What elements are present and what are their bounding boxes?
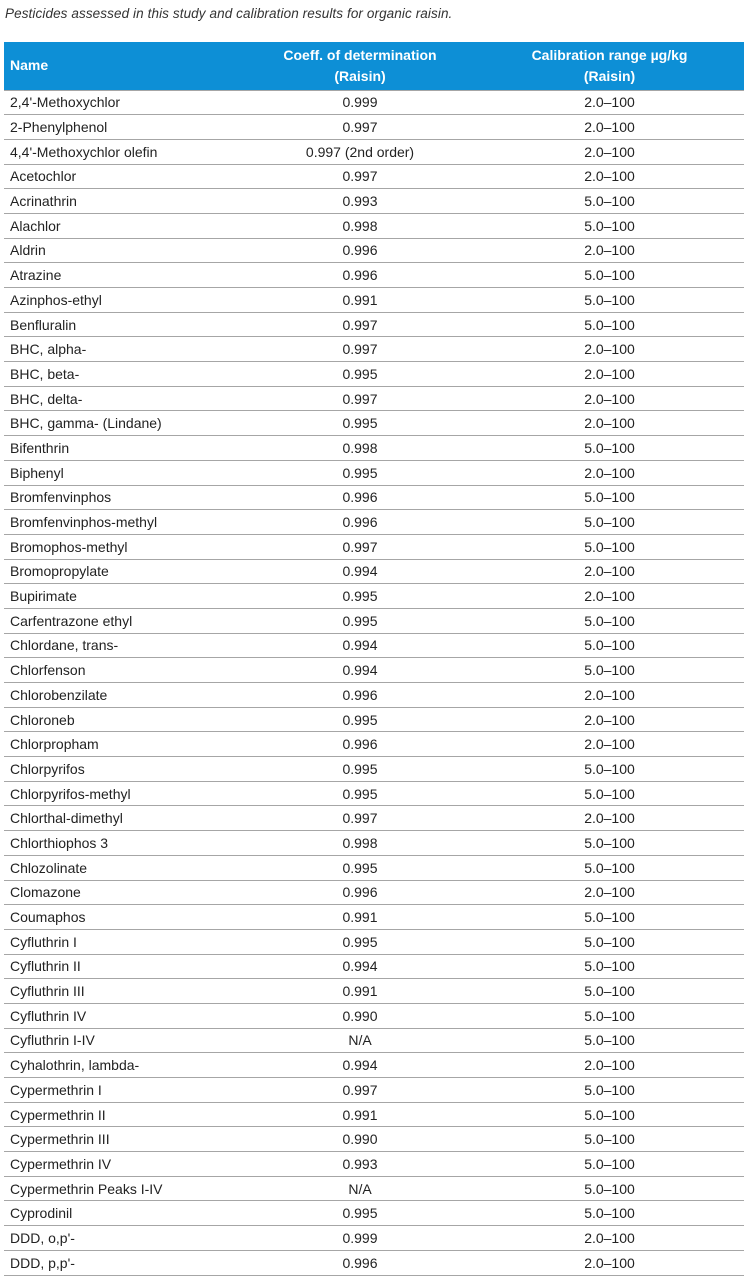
cell-coefficient: 0.996 [245, 732, 475, 757]
cell-coefficient: 0.995 [245, 411, 475, 436]
cell-coefficient: 0.997 [245, 386, 475, 411]
cell-calibration-range: 2.0–100 [475, 559, 744, 584]
cell-coefficient: 0.997 [245, 337, 475, 362]
table-row [4, 1127, 744, 1152]
column-header-range-line2: (Raisin) [583, 67, 636, 84]
table-row [4, 905, 744, 930]
column-header-coefficient-line2: (Raisin) [334, 67, 386, 84]
cell-calibration-range: 2.0–100 [475, 683, 744, 708]
cell-coefficient: 0.998 [245, 436, 475, 461]
cell-calibration-range: 2.0–100 [475, 115, 744, 140]
table-row [4, 411, 744, 436]
cell-coefficient: N/A [245, 1176, 475, 1201]
cell-calibration-range: 5.0–100 [475, 1078, 744, 1103]
cell-calibration-range: 5.0–100 [475, 213, 744, 238]
cell-coefficient: 0.996 [245, 880, 475, 905]
cell-calibration-range: 5.0–100 [475, 929, 744, 954]
cell-coefficient: 0.995 [245, 757, 475, 782]
cell-coefficient: 0.997 [245, 534, 475, 559]
cell-calibration-range: 5.0–100 [475, 1102, 744, 1127]
table-row [4, 954, 744, 979]
cell-calibration-range: 5.0–100 [475, 189, 744, 214]
table-row [4, 164, 744, 189]
header-row [4, 42, 744, 90]
table-row [4, 510, 744, 535]
cell-coefficient: 0.995 [245, 855, 475, 880]
table-row [4, 979, 744, 1004]
cell-coefficient: 0.996 [245, 263, 475, 288]
cell-coefficient: 0.993 [245, 1152, 475, 1177]
table-row [4, 288, 744, 313]
cell-coefficient: 0.990 [245, 1003, 475, 1028]
table-row [4, 633, 744, 658]
cell-calibration-range: 5.0–100 [475, 1127, 744, 1152]
cell-coefficient: 0.995 [245, 362, 475, 387]
cell-calibration-range: 2.0–100 [475, 337, 744, 362]
cell-name: 2-Phenylphenol [4, 115, 245, 140]
cell-calibration-range: 5.0–100 [475, 485, 744, 510]
cell-calibration-range: 5.0–100 [475, 510, 744, 535]
cell-coefficient: 0.991 [245, 979, 475, 1004]
cell-coefficient: 0.994 [245, 658, 475, 683]
table-row [4, 1078, 744, 1103]
table-row [4, 485, 744, 510]
cell-name: Acetochlor [4, 164, 245, 189]
cell-calibration-range: 2.0–100 [475, 806, 744, 831]
cell-name: BHC, gamma- (Lindane) [4, 411, 245, 436]
cell-coefficient: 0.993 [245, 189, 475, 214]
table-row [4, 929, 744, 954]
cell-calibration-range: 2.0–100 [475, 1053, 744, 1078]
cell-coefficient: 0.998 [245, 831, 475, 856]
table-row [4, 559, 744, 584]
table-row [4, 139, 744, 164]
column-header-name [4, 42, 245, 90]
cell-name: Cyhalothrin, lambda- [4, 1053, 245, 1078]
cell-calibration-range: 2.0–100 [475, 362, 744, 387]
cell-coefficient: 0.995 [245, 608, 475, 633]
cell-calibration-range: 5.0–100 [475, 954, 744, 979]
cell-calibration-range: 2.0–100 [475, 880, 744, 905]
cell-name: Azinphos-ethyl [4, 288, 245, 313]
table-row [4, 707, 744, 732]
cell-calibration-range: 5.0–100 [475, 1003, 744, 1028]
column-header-calibration-range [475, 42, 744, 90]
cell-calibration-range: 2.0–100 [475, 707, 744, 732]
table-row [4, 189, 744, 214]
cell-calibration-range: 5.0–100 [475, 288, 744, 313]
cell-coefficient: 0.996 [245, 238, 475, 263]
table-body [4, 90, 744, 1275]
cell-calibration-range: 2.0–100 [475, 1250, 744, 1275]
cell-name: Cyfluthrin III [4, 979, 245, 1004]
cell-calibration-range: 5.0–100 [475, 1176, 744, 1201]
cell-calibration-range: 5.0–100 [475, 263, 744, 288]
cell-name: Bromopropylate [4, 559, 245, 584]
cell-coefficient: 0.995 [245, 1201, 475, 1226]
cell-calibration-range: 5.0–100 [475, 1028, 744, 1053]
table-row [4, 584, 744, 609]
column-header-coefficient-line1: Coeff. of determination [283, 46, 437, 63]
column-header-name-label: Name [10, 57, 49, 74]
table-row [4, 534, 744, 559]
cell-coefficient: 0.995 [245, 460, 475, 485]
table-row [4, 880, 744, 905]
cell-name: Chlorpyrifos [4, 757, 245, 782]
cell-name: Coumaphos [4, 905, 245, 930]
table-row [4, 1176, 744, 1201]
cell-calibration-range: 2.0–100 [475, 732, 744, 757]
cell-coefficient: 0.996 [245, 510, 475, 535]
table-header [4, 42, 744, 90]
cell-calibration-range: 5.0–100 [475, 312, 744, 337]
table-row [4, 115, 744, 140]
cell-calibration-range: 2.0–100 [475, 139, 744, 164]
table-row [4, 1003, 744, 1028]
cell-coefficient: 0.994 [245, 633, 475, 658]
cell-name: Cypermethrin IV [4, 1152, 245, 1177]
cell-calibration-range: 2.0–100 [475, 386, 744, 411]
cell-calibration-range: 5.0–100 [475, 608, 744, 633]
cell-calibration-range: 2.0–100 [475, 164, 744, 189]
pesticide-table [4, 42, 744, 1276]
table-row [4, 1152, 744, 1177]
cell-name: Cyprodinil [4, 1201, 245, 1226]
table-row [4, 757, 744, 782]
cell-coefficient: N/A [245, 1028, 475, 1053]
table-row [4, 732, 744, 757]
cell-calibration-range: 2.0–100 [475, 584, 744, 609]
cell-name: Cyfluthrin II [4, 954, 245, 979]
cell-name: Chloroneb [4, 707, 245, 732]
table-caption: Pesticides assessed in this study and calibration results for organic raisin. [5, 6, 453, 21]
table-row [4, 213, 744, 238]
table-row [4, 386, 744, 411]
cell-calibration-range: 5.0–100 [475, 757, 744, 782]
cell-coefficient: 0.994 [245, 1053, 475, 1078]
cell-calibration-range: 2.0–100 [475, 411, 744, 436]
table-row [4, 436, 744, 461]
cell-coefficient: 0.997 [245, 806, 475, 831]
cell-name: BHC, delta- [4, 386, 245, 411]
cell-name: Bromophos-methyl [4, 534, 245, 559]
cell-name: Cypermethrin III [4, 1127, 245, 1152]
table-row [4, 1250, 744, 1275]
cell-coefficient: 0.991 [245, 1102, 475, 1127]
cell-name: Clomazone [4, 880, 245, 905]
cell-coefficient: 0.994 [245, 559, 475, 584]
cell-name: Cypermethrin Peaks I-IV [4, 1176, 245, 1201]
cell-name: Bromfenvinphos-methyl [4, 510, 245, 535]
table-row [4, 806, 744, 831]
cell-calibration-range: 5.0–100 [475, 534, 744, 559]
table-row [4, 1201, 744, 1226]
cell-coefficient: 0.999 [245, 90, 475, 115]
cell-name: 4,4'-Methoxychlor olefin [4, 139, 245, 164]
cell-name: Chlordane, trans- [4, 633, 245, 658]
table-row [4, 263, 744, 288]
table-row [4, 855, 744, 880]
cell-name: Atrazine [4, 263, 245, 288]
cell-coefficient: 0.997 [245, 164, 475, 189]
table-row [4, 312, 744, 337]
table-row [4, 658, 744, 683]
table-row [4, 683, 744, 708]
table-row [4, 1053, 744, 1078]
cell-coefficient: 0.997 [245, 1078, 475, 1103]
cell-coefficient: 0.996 [245, 485, 475, 510]
cell-calibration-range: 5.0–100 [475, 1201, 744, 1226]
cell-name: 2,4'-Methoxychlor [4, 90, 245, 115]
cell-name: Alachlor [4, 213, 245, 238]
cell-coefficient: 0.991 [245, 288, 475, 313]
cell-calibration-range: 5.0–100 [475, 1152, 744, 1177]
cell-coefficient: 0.997 [245, 115, 475, 140]
cell-name: Cyfluthrin I [4, 929, 245, 954]
cell-name: Cyfluthrin IV [4, 1003, 245, 1028]
cell-coefficient: 0.995 [245, 781, 475, 806]
cell-coefficient: 0.996 [245, 1250, 475, 1275]
cell-calibration-range: 5.0–100 [475, 831, 744, 856]
cell-calibration-range: 2.0–100 [475, 238, 744, 263]
table-row [4, 362, 744, 387]
table-row [4, 460, 744, 485]
cell-calibration-range: 5.0–100 [475, 436, 744, 461]
cell-name: Chlorthal-dimethyl [4, 806, 245, 831]
cell-coefficient: 0.995 [245, 707, 475, 732]
cell-coefficient: 0.998 [245, 213, 475, 238]
cell-calibration-range: 5.0–100 [475, 633, 744, 658]
table-row [4, 781, 744, 806]
cell-calibration-range: 5.0–100 [475, 855, 744, 880]
cell-coefficient: 0.999 [245, 1226, 475, 1251]
cell-name: Benfluralin [4, 312, 245, 337]
cell-calibration-range: 5.0–100 [475, 905, 744, 930]
cell-coefficient: 0.990 [245, 1127, 475, 1152]
cell-name: Biphenyl [4, 460, 245, 485]
cell-name: Cypermethrin I [4, 1078, 245, 1103]
cell-calibration-range: 5.0–100 [475, 658, 744, 683]
cell-name: BHC, beta- [4, 362, 245, 387]
cell-name: Aldrin [4, 238, 245, 263]
cell-name: Cypermethrin II [4, 1102, 245, 1127]
column-header-range-line1: Calibration range µg/kg [531, 46, 688, 63]
cell-name: Carfentrazone ethyl [4, 608, 245, 633]
cell-name: Chlorfenson [4, 658, 245, 683]
cell-calibration-range: 2.0–100 [475, 90, 744, 115]
table-row [4, 608, 744, 633]
cell-coefficient: 0.997 [245, 312, 475, 337]
cell-calibration-range: 5.0–100 [475, 781, 744, 806]
cell-name: Chlorpropham [4, 732, 245, 757]
column-header-coefficient [245, 42, 475, 90]
cell-calibration-range: 2.0–100 [475, 1226, 744, 1251]
cell-name: Chlorobenzilate [4, 683, 245, 708]
cell-name: Bupirimate [4, 584, 245, 609]
cell-name: Acrinathrin [4, 189, 245, 214]
table-row [4, 337, 744, 362]
cell-coefficient: 0.996 [245, 683, 475, 708]
table-row [4, 831, 744, 856]
cell-calibration-range: 2.0–100 [475, 460, 744, 485]
cell-coefficient: 0.994 [245, 954, 475, 979]
table-row [4, 1102, 744, 1127]
cell-name: DDD, p,p'- [4, 1250, 245, 1275]
cell-name: Chlozolinate [4, 855, 245, 880]
table-row [4, 1226, 744, 1251]
cell-name: Bromfenvinphos [4, 485, 245, 510]
cell-calibration-range: 5.0–100 [475, 979, 744, 1004]
table-row [4, 238, 744, 263]
cell-name: DDD, o,p'- [4, 1226, 245, 1251]
cell-name: BHC, alpha- [4, 337, 245, 362]
cell-coefficient: 0.997 (2nd order) [245, 139, 475, 164]
cell-coefficient: 0.995 [245, 929, 475, 954]
cell-name: Chlorthiophos 3 [4, 831, 245, 856]
cell-coefficient: 0.995 [245, 584, 475, 609]
cell-name: Bifenthrin [4, 436, 245, 461]
table-row [4, 90, 744, 115]
cell-coefficient: 0.991 [245, 905, 475, 930]
cell-name: Cyfluthrin I-IV [4, 1028, 245, 1053]
table-row [4, 1028, 744, 1053]
cell-name: Chlorpyrifos-methyl [4, 781, 245, 806]
